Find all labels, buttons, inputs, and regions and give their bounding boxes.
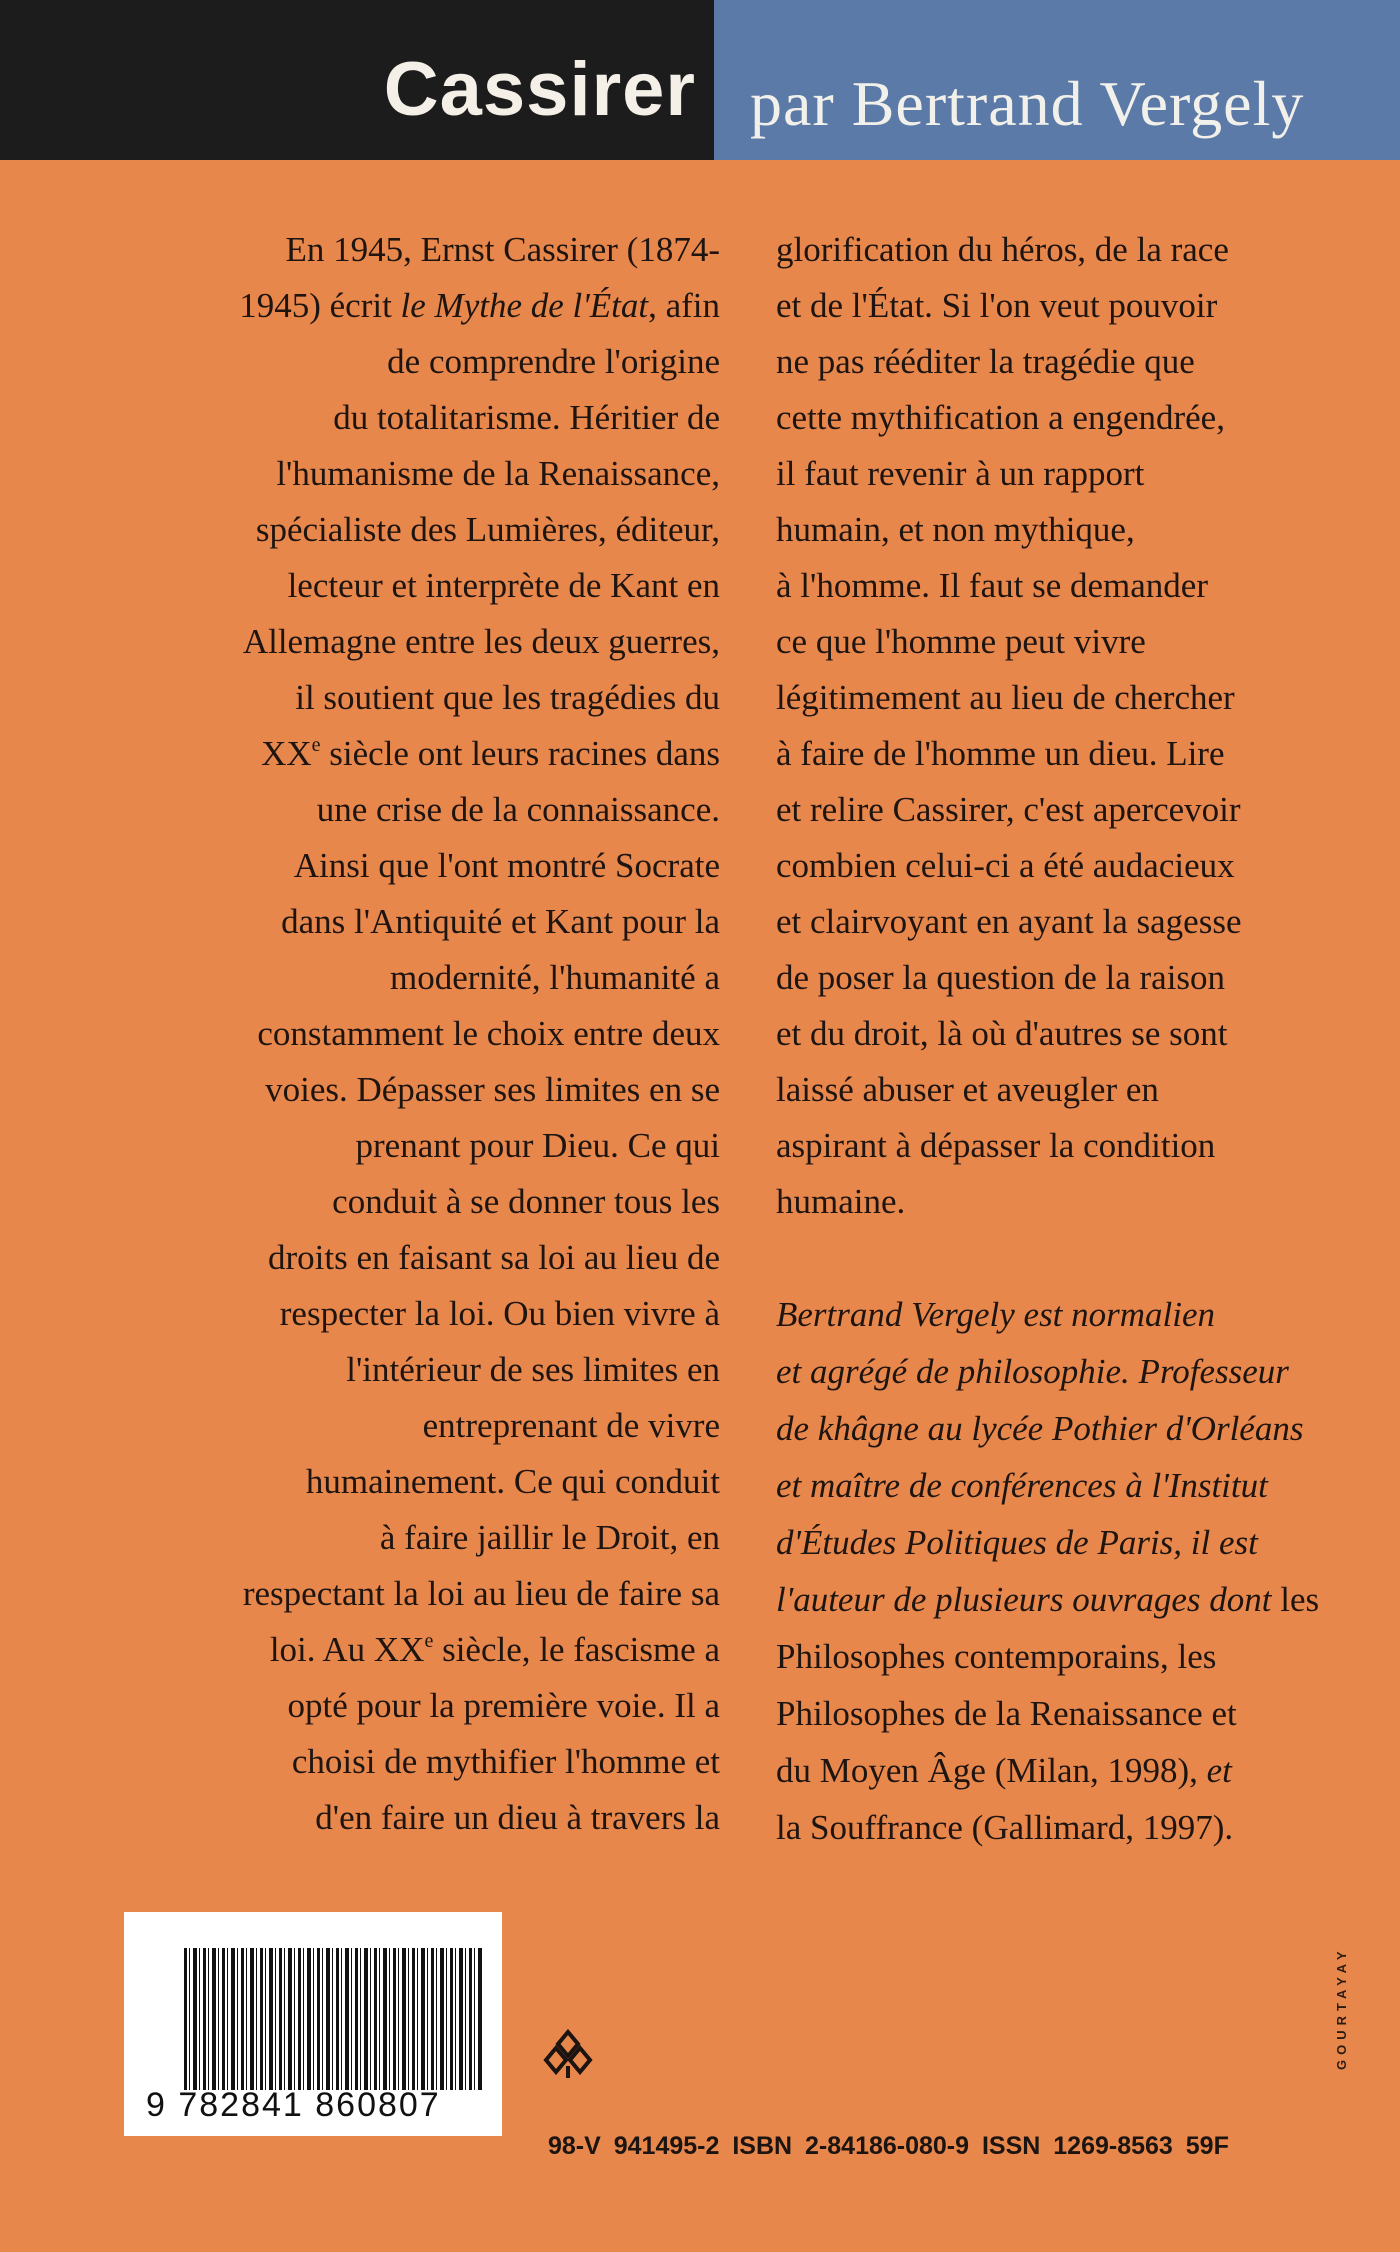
text-line: légitimement au lieu de chercher (776, 678, 1235, 717)
book-title: Cassirer (383, 47, 696, 132)
text-line: 1945) écrit le Mythe de l'État, afin (239, 286, 720, 325)
book-reference: le Mythe de l'État (400, 286, 649, 325)
bio-line: Philosophes de la Renaissance et (776, 1694, 1237, 1733)
bio-line: Bertrand Vergely est normalien (776, 1295, 1216, 1334)
book-codes: 98-V 941495-2 ISBN 2-84186-080-9 ISSN 1269-8563 59F (548, 2132, 1229, 2160)
text-line: lecteur et interprète de Kant en (287, 566, 720, 605)
text-line: ne pas rééditer la tragédie que (776, 342, 1195, 381)
barcode (124, 1912, 502, 2136)
text-line: à l'homme. Il faut se demander (776, 566, 1208, 605)
text-line: ce que l'homme peut vivre (776, 622, 1146, 661)
text-line: de poser la question de la raison (776, 958, 1226, 997)
text-line: loi. Au XXe siècle, le fascisme a (269, 1630, 720, 1669)
text-line: voies. Dépasser ses limites en se (265, 1070, 720, 1109)
text-line: humaine. (776, 1182, 906, 1221)
bio-line: d'Études Politiques de Paris, il est (776, 1523, 1258, 1562)
text-line: l'intérieur de ses limites en (346, 1350, 720, 1389)
text-line: il faut revenir à un rapport (776, 454, 1145, 493)
text-line: aspirant à dépasser la condition (776, 1126, 1216, 1165)
right-text-column (776, 222, 1320, 1856)
text-line: choisi de mythifier l'homme et (291, 1742, 720, 1781)
text-line: opté pour la première voie. Il a (287, 1686, 720, 1725)
text-line: En 1945, Ernst Cassirer (1874- (285, 230, 720, 269)
header-dark-band (0, 0, 714, 160)
header-blue-band (714, 0, 1400, 160)
designer-credit: GOURTAYAY (1334, 1946, 1349, 2070)
text-line: constamment le choix entre deux (257, 1014, 720, 1053)
text-line: Allemagne entre les deux guerres, (242, 622, 720, 661)
bio-line: la Souffrance (Gallimard, 1997). (776, 1808, 1234, 1847)
text-line: de comprendre l'origine (387, 342, 720, 381)
text-line: du totalitarisme. Héritier de (333, 398, 720, 437)
bio-line: et maître de conférences à l'Institut (776, 1466, 1268, 1505)
barcode-bars (184, 1948, 484, 2090)
author-bio (776, 1286, 1320, 1856)
book-author: par Bertrand Vergely (750, 68, 1305, 139)
text-line: glorification du héros, de la race (776, 230, 1229, 269)
barcode-digits: 9 782841 860807 (146, 2086, 441, 2124)
bio-line: l'auteur de plusieurs ouvrages dont les (776, 1580, 1320, 1619)
text-line: et de l'État. Si l'on veut pouvoir (776, 286, 1218, 325)
text-line: prenant pour Dieu. Ce qui (355, 1126, 720, 1165)
publisher-logo-icon (540, 2026, 596, 2082)
text-line: d'en faire un dieu à travers la (315, 1798, 720, 1837)
text-line: Ainsi que l'ont montré Socrate (293, 846, 720, 885)
text-line: laissé abuser et aveugler en (776, 1070, 1159, 1109)
bio-line: et agrégé de philosophie. Professeur (776, 1352, 1289, 1391)
bio-line: de khâgne au lycée Pothier d'Orléans (776, 1409, 1304, 1448)
text-line: respectant la loi au lieu de faire sa (242, 1574, 720, 1613)
text-line: et relire Cassirer, c'est apercevoir (776, 790, 1241, 829)
text-line: il soutient que les tragédies du (295, 678, 720, 717)
text-line: spécialiste des Lumières, éditeur, (255, 510, 720, 549)
text-line: à faire jaillir le Droit, en (379, 1518, 720, 1557)
text-line: humainement. Ce qui conduit (305, 1462, 720, 1501)
text-line: humain, et non mythique, (776, 510, 1135, 549)
left-text-column (150, 222, 720, 1846)
text-line: conduit à se donner tous les (332, 1182, 720, 1221)
text-line: respecter la loi. Ou bien vivre à (279, 1294, 720, 1333)
text-line: modernité, l'humanité a (390, 958, 720, 997)
text-line: cette mythification a engendrée, (776, 398, 1225, 437)
text-line: dans l'Antiquité et Kant pour la (281, 902, 720, 941)
bio-line: Philosophes contemporains, les (776, 1637, 1217, 1676)
text-line: l'humanisme de la Renaissance, (276, 454, 720, 493)
bio-line: du Moyen Âge (Milan, 1998), et (776, 1751, 1232, 1790)
text-line: et clairvoyant en ayant la sagesse (776, 902, 1242, 941)
text-line: à faire de l'homme un dieu. Lire (776, 734, 1225, 773)
text-line: XXe siècle ont leurs racines dans (261, 734, 720, 773)
text-line: et du droit, là où d'autres se sont (776, 1014, 1228, 1053)
text-line: une crise de la connaissance. (316, 790, 720, 829)
text-line: droits en faisant sa loi au lieu de (268, 1238, 720, 1277)
text-line: entreprenant de vivre (422, 1406, 720, 1445)
text-line: combien celui-ci a été audacieux (776, 846, 1235, 885)
